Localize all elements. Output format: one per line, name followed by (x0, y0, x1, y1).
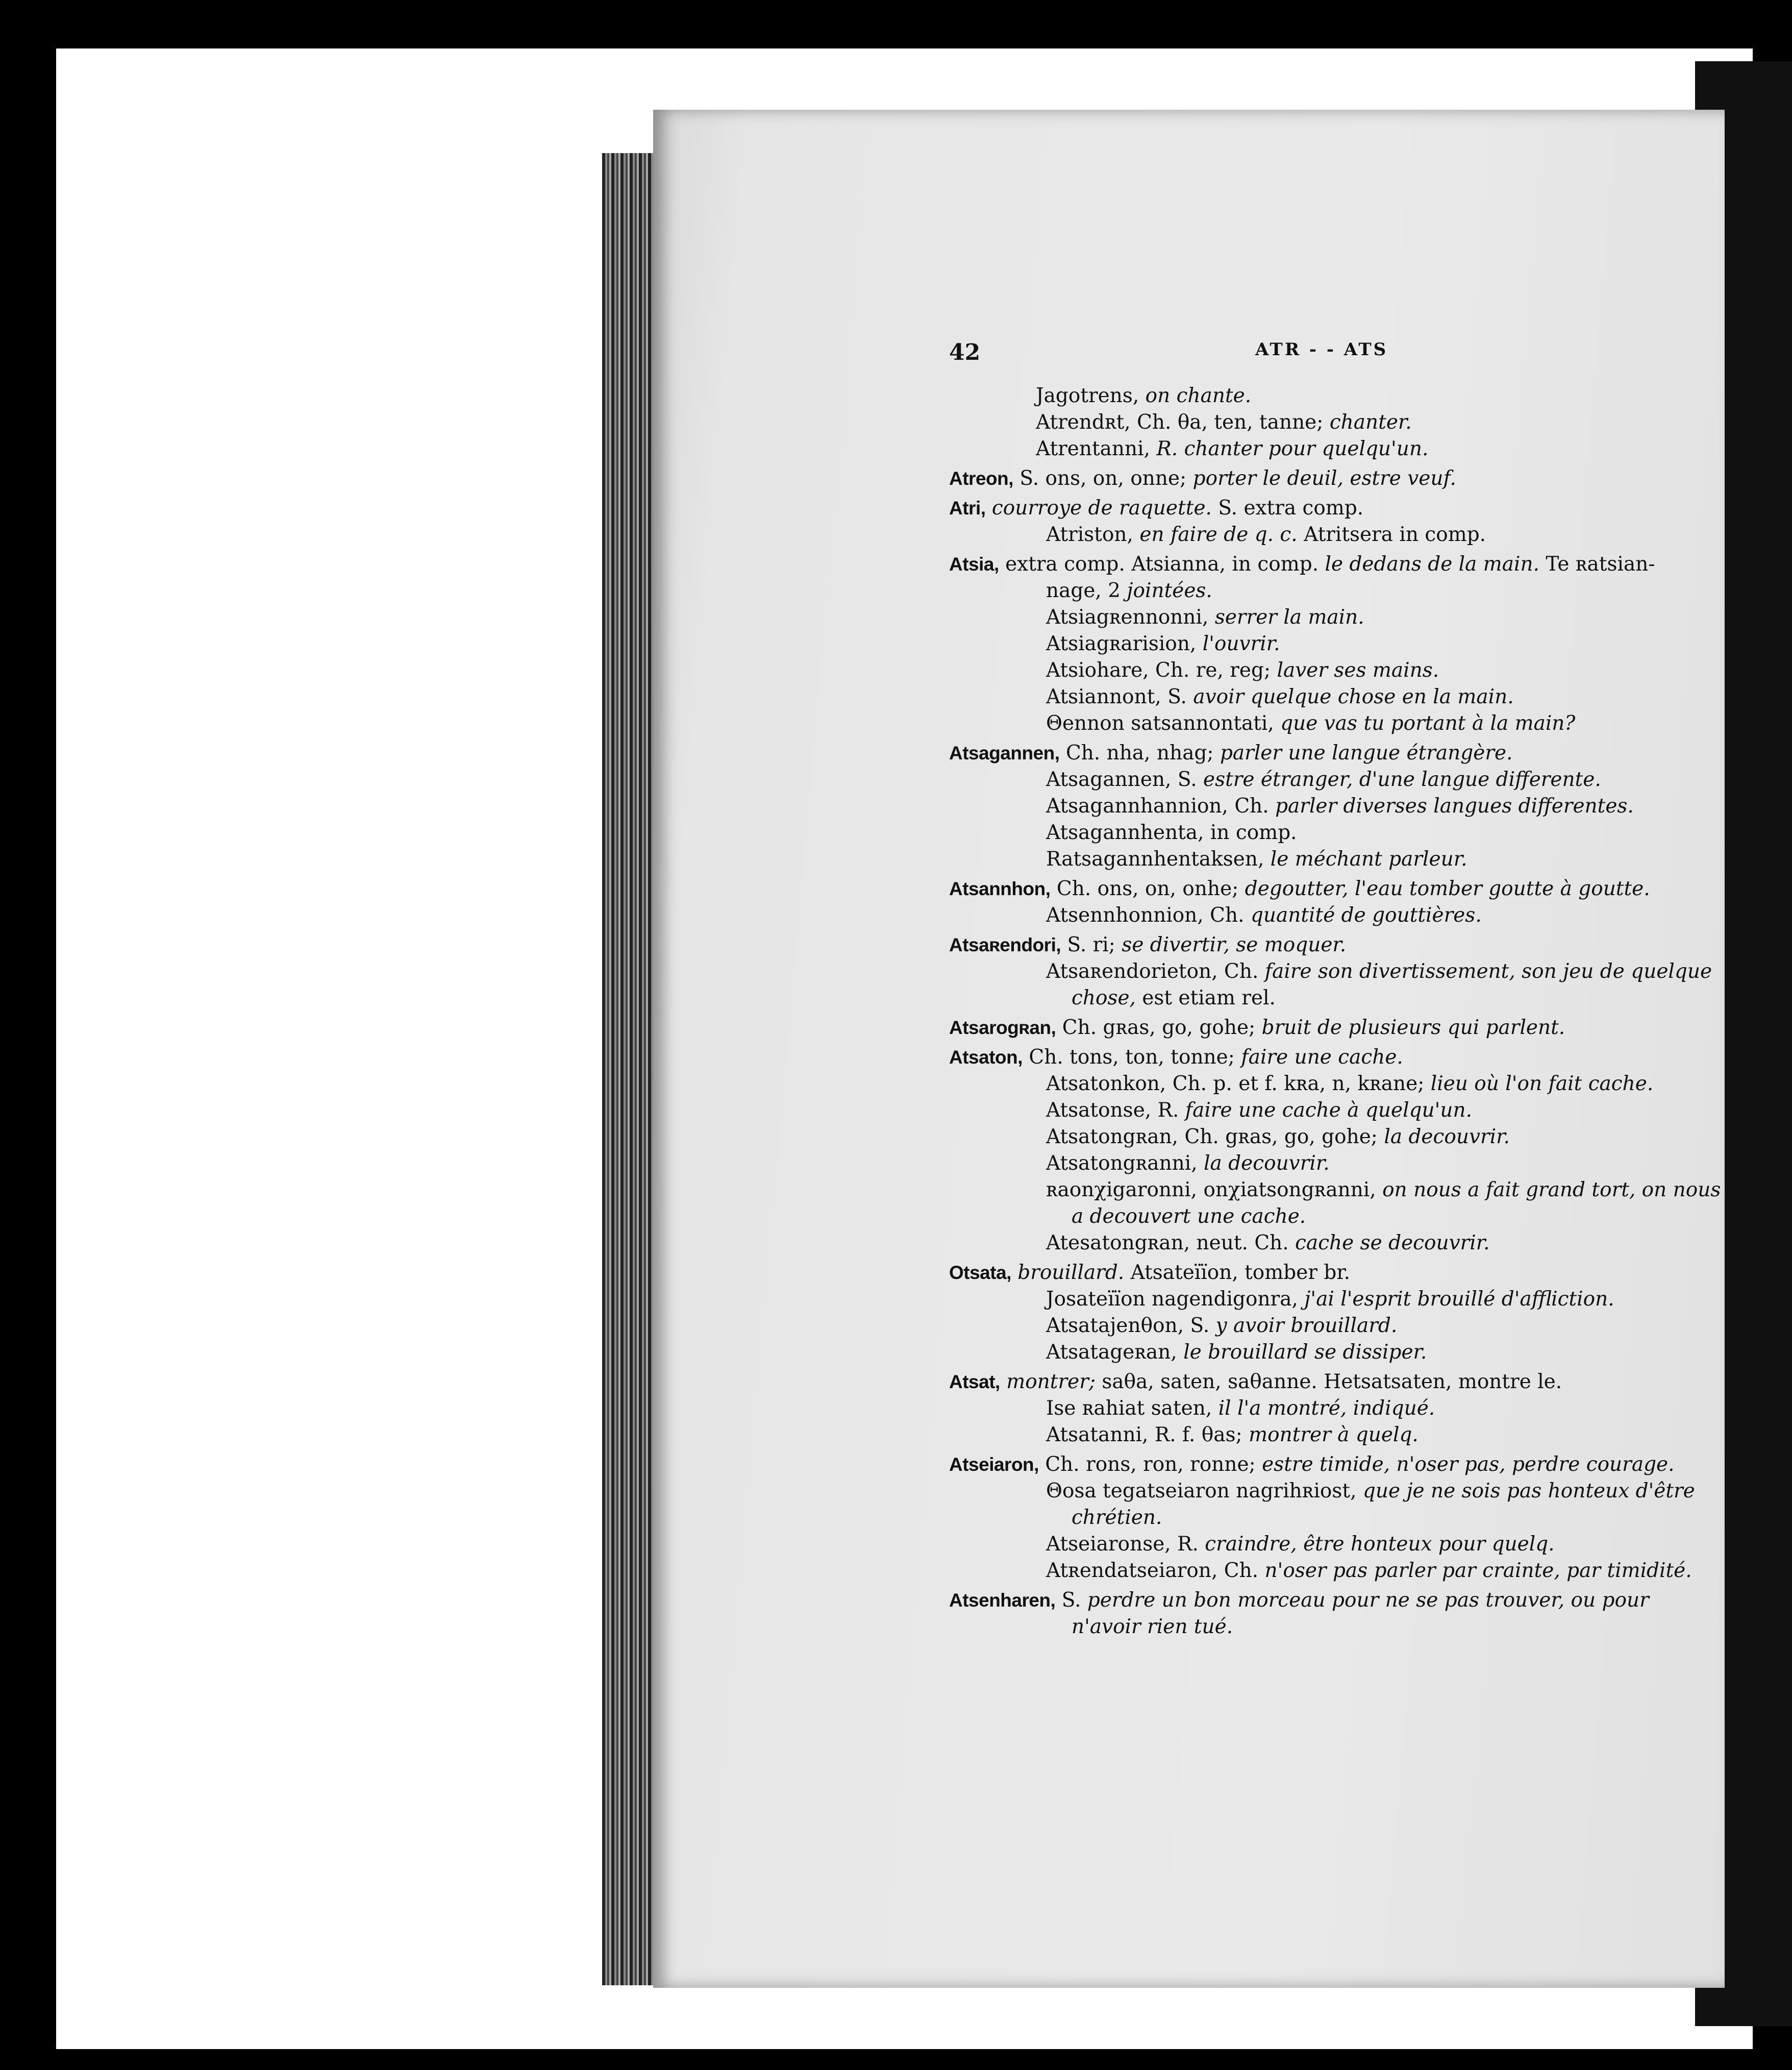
french-gloss: la decouvrir. (1204, 1152, 1330, 1175)
french-gloss: laver ses mains. (1277, 659, 1439, 682)
french-gloss: y avoir brouillard. (1215, 1314, 1398, 1337)
entry-text (1011, 1261, 1017, 1284)
entry-line (949, 767, 1694, 793)
french-gloss: n'avoir rien tué. (1072, 1615, 1233, 1638)
french-gloss: estre étranger, d'une langue differente. (1203, 768, 1601, 791)
entry-line (949, 1097, 1694, 1124)
french-gloss: se divertir, se moquer. (1122, 933, 1347, 956)
entry-text: Ise ʀahiat saten, (1046, 1397, 1218, 1420)
entry-tail: Te ʀatsian- (1539, 553, 1655, 576)
french-gloss: courroye de raquette. (991, 497, 1212, 520)
french-gloss: quantité de gouttières. (1250, 904, 1482, 927)
french-gloss: craindre, être honteux pour quelq. (1205, 1533, 1555, 1556)
entry-text: Ch. ons, on, onhe; (1050, 877, 1245, 900)
headword: Atsarogʀan, (949, 1017, 1056, 1038)
french-gloss: le brouillard se dissiper. (1183, 1341, 1427, 1364)
entry-line (949, 902, 1694, 929)
entry-text: Atsatageʀan, (1046, 1341, 1184, 1364)
french-gloss: jointées. (1127, 579, 1212, 602)
french-gloss: l'ouvrir. (1202, 632, 1280, 655)
french-gloss: R. chanter pour quelqu'un. (1156, 437, 1429, 460)
entry-text: Atseiaronse, R. (1046, 1533, 1205, 1556)
entry-line (949, 409, 1694, 436)
headword: Atreon, (949, 468, 1013, 489)
entry-line (949, 958, 1712, 985)
entry-line (949, 604, 1694, 631)
headword: Atsannhon, (949, 878, 1051, 899)
headword: Atseiaron, (949, 1454, 1039, 1475)
entry-text: Θennon satsannontati, (1046, 712, 1281, 735)
french-gloss: on chante. (1145, 384, 1252, 407)
french-gloss: parler une langue étrangère. (1219, 742, 1513, 765)
entry-text: Θosa tegatseiaron nagrihʀiost, (1046, 1480, 1363, 1502)
entry-line-headword (949, 1369, 1694, 1395)
entry-line-headword (949, 1260, 1694, 1286)
entry-text: Atsiohare, Ch. re, reg; (1046, 659, 1277, 682)
entry-line (949, 1531, 1694, 1558)
entry-line (949, 522, 1694, 548)
entry-line (949, 820, 1694, 846)
entry-line (949, 1395, 1694, 1422)
entry-line (949, 1478, 1694, 1505)
entry-text: Atriston, (1046, 523, 1140, 546)
entry-text: Atsatonse, R. (1046, 1099, 1185, 1122)
entry-text: Atrendʀt, Ch. θa, ten, tanne; (1036, 411, 1330, 434)
french-gloss: le méchant parleur. (1270, 848, 1467, 871)
entry-text: ʀaonχigaronni, onχiatsongʀanni, (1046, 1178, 1383, 1201)
entry-line-headword (949, 1451, 1694, 1478)
entry-line (949, 578, 1694, 604)
entry-line (949, 793, 1694, 820)
entry-text: Atsaʀendorieton, Ch. (1046, 960, 1265, 983)
french-gloss: n'oser pas parler par crainte, par timidité. (1264, 1559, 1692, 1582)
french-gloss: avoir quelque chose en la main. (1193, 685, 1514, 708)
running-head: ATR - - ATS (1255, 339, 1388, 360)
entry-tail: saθa, saten, saθanne. Hetsatsaten, montre le. (1095, 1370, 1562, 1393)
entry-line (949, 631, 1694, 657)
entry-text: Atsagannen, S. (1046, 768, 1203, 791)
french-gloss: bruit de plusieurs qui parlent. (1261, 1016, 1565, 1039)
french-gloss: faire une cache à quelqu'un. (1185, 1099, 1472, 1122)
french-gloss: le dedans de la main. (1325, 553, 1540, 576)
french-gloss: porter le deuil, estre veuf. (1192, 467, 1456, 490)
entry-text: nage, 2 (1046, 579, 1127, 602)
entry-list (949, 383, 1721, 1640)
entry-line (949, 684, 1694, 710)
entry-text: Atesatongʀan, neut. Ch. (1046, 1231, 1296, 1254)
french-gloss: degoutter, l'eau tomber goutte à goutte. (1245, 877, 1650, 900)
entry-line (949, 1313, 1694, 1339)
entry-text (986, 497, 992, 520)
entry-line (949, 710, 1694, 737)
entry-text: S. ons, on, onne; (1013, 467, 1193, 490)
entry-line-headword (949, 932, 1694, 958)
entry-text: Ch. tons, ton, tonne; (1023, 1046, 1241, 1069)
french-gloss: a decouvert une cache. (1072, 1205, 1306, 1228)
french-gloss: on nous a fait grand tort, on nous (1382, 1178, 1721, 1201)
headword: Otsata, (949, 1262, 1011, 1283)
entry-text: Ch. gʀas, go, gohe; (1056, 1016, 1262, 1039)
entry-text (1000, 1370, 1006, 1393)
page-header (653, 339, 1725, 375)
french-gloss: chanter. (1329, 411, 1412, 434)
entry-text: Jagotrens, (1036, 384, 1146, 407)
headword: Atsat, (949, 1371, 1000, 1392)
entry-text: Ch. nha, nhag; (1059, 742, 1220, 765)
entry-line (949, 1177, 1721, 1203)
entry-text: Atsiagʀennonni, (1046, 606, 1215, 629)
entry-tail: Atritsera in comp. (1297, 523, 1486, 546)
french-gloss: chrétien. (1072, 1506, 1162, 1529)
entry-line (949, 1150, 1694, 1177)
french-gloss: j'ai l'esprit brouillé d'affliction. (1304, 1288, 1614, 1311)
entry-text: S. ri; (1061, 933, 1122, 956)
french-gloss: estre timide, n'oser pas, perdre courage. (1262, 1453, 1675, 1476)
headword: Atsagannen, (949, 743, 1060, 763)
french-gloss: montrer à quelq. (1249, 1423, 1418, 1446)
dictionary-page (653, 110, 1725, 1988)
entry-line (949, 1614, 1694, 1640)
entry-text: Atsiannont, S. (1046, 685, 1193, 708)
entry-line-headword (949, 465, 1694, 492)
french-gloss: perdre un bon morceau pour ne se pas trouver, ou pour (1087, 1589, 1649, 1612)
entry-text: extra comp. Atsianna, in comp. (999, 553, 1325, 576)
french-gloss: montrer; (1006, 1370, 1096, 1393)
french-gloss: cache se decouvrir. (1295, 1231, 1490, 1254)
entry-line (949, 436, 1694, 462)
entry-line (949, 1286, 1694, 1313)
headword: Atsenharen, (949, 1590, 1056, 1611)
entry-tail: Atsateïïon, tomber br. (1124, 1261, 1351, 1284)
entry-text: Atsatongʀanni, (1046, 1152, 1204, 1175)
entry-text: Ch. rons, ron, ronne; (1038, 1453, 1262, 1476)
french-gloss: il l'a montré, indiqué. (1218, 1397, 1435, 1420)
entry-line (949, 1230, 1694, 1256)
entry-line-headword (949, 1587, 1694, 1614)
entry-line (949, 1422, 1694, 1448)
entry-line (949, 846, 1694, 873)
french-gloss: en faire de q. c. (1139, 523, 1298, 546)
french-gloss: que je ne sois pas honteux d'être (1362, 1480, 1695, 1502)
french-gloss: que vas tu portant à la main? (1280, 712, 1576, 735)
entry-line (949, 985, 1694, 1012)
entry-line-headword (949, 1044, 1694, 1071)
french-gloss: faire son divertissement, son jeu de quelque (1264, 960, 1712, 983)
french-gloss: serrer la main. (1214, 606, 1364, 629)
french-gloss: brouillard. (1017, 1261, 1125, 1284)
french-gloss: chose, (1072, 987, 1136, 1009)
french-gloss: parler diverses langues differentes. (1275, 795, 1634, 818)
entry-text: Atrentanni, (1036, 437, 1157, 460)
entry-line (949, 1124, 1694, 1150)
headword: Atsaton, (949, 1047, 1023, 1068)
entry-text: Atsatanni, R. f. θas; (1046, 1423, 1249, 1446)
entry-text: Atsagannhenta, in comp. (1046, 821, 1297, 844)
french-gloss: la decouvrir. (1384, 1125, 1510, 1148)
entry-line-headword (949, 1015, 1694, 1041)
entry-line (949, 1505, 1694, 1531)
entry-text: Atsennhonnion, Ch. (1046, 904, 1251, 927)
headword: Atri, (949, 498, 986, 519)
entry-text: Atsatonkon, Ch. p. et f. kʀa, n, kʀane; (1046, 1072, 1431, 1095)
entry-line (949, 383, 1694, 409)
page-number: 42 (949, 339, 981, 365)
entry-line (949, 1339, 1694, 1366)
headword: Atsia, (949, 554, 999, 575)
headword: Atsaʀendori, (949, 934, 1061, 955)
french-gloss: lieu où l'on fait cache. (1430, 1072, 1654, 1095)
entry-line (949, 1071, 1694, 1097)
entry-text: Atsiagʀarision, (1046, 632, 1203, 655)
entry-line (949, 1203, 1694, 1230)
entry-text: S. (1055, 1589, 1087, 1612)
entry-text: Atʀendatseiaron, Ch. (1046, 1559, 1265, 1582)
french-gloss: faire une cache. (1241, 1046, 1403, 1069)
entry-line-headword (949, 495, 1694, 522)
entry-tail: est etiam rel. (1135, 987, 1276, 1009)
entry-line-headword (949, 551, 1694, 578)
entry-text: Ratsagannhentaksen, (1046, 848, 1271, 871)
entry-text: Atsatajenθon, S. (1046, 1314, 1216, 1337)
entry-tail: S. extra comp. (1211, 497, 1364, 520)
entry-line-headword (949, 876, 1694, 902)
entry-line-headword (949, 740, 1694, 767)
entry-text: Atsagannhannion, Ch. (1046, 795, 1276, 818)
entry-text: Josateïïon nagendigonra, (1046, 1288, 1305, 1311)
entry-text: Atsatongʀan, Ch. gʀas, go, gohe; (1046, 1125, 1384, 1148)
entry-line (949, 1558, 1694, 1584)
entry-line (949, 657, 1694, 684)
